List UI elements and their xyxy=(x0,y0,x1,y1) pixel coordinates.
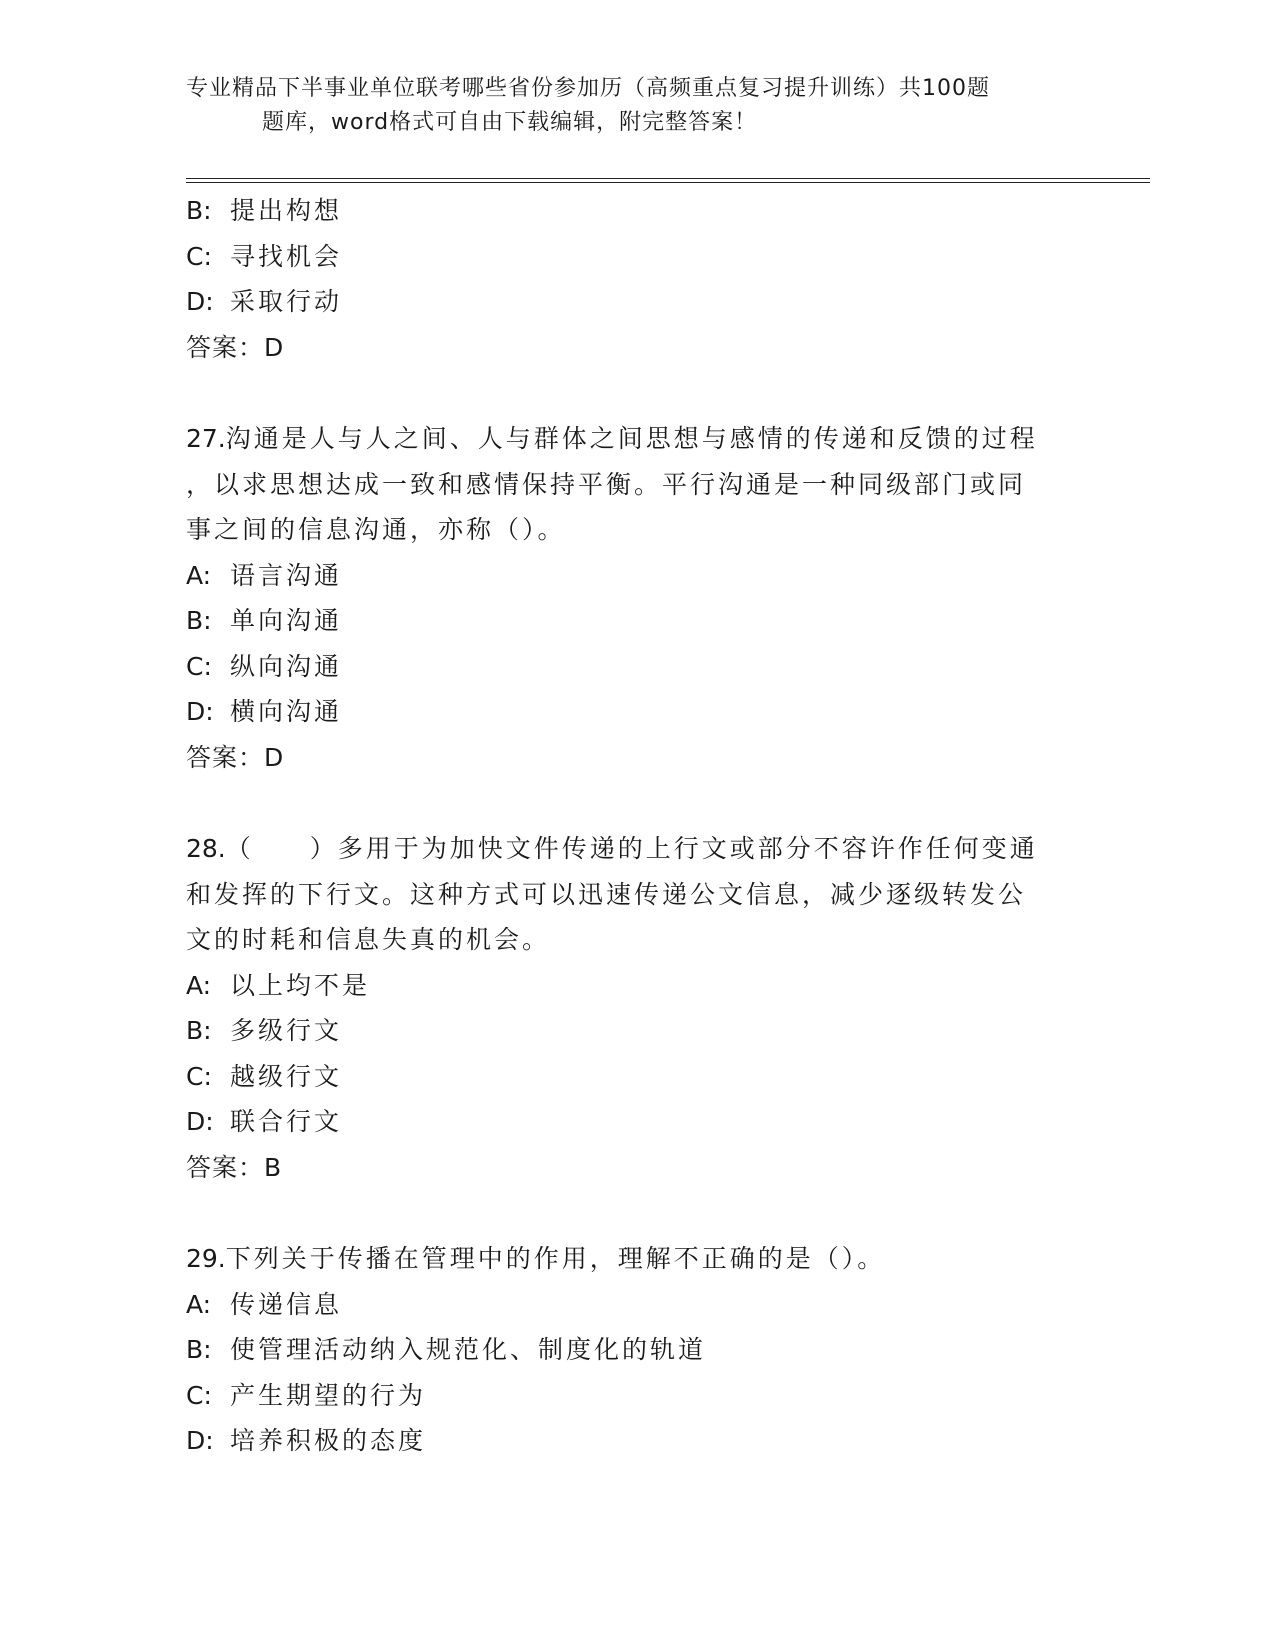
option-c xyxy=(186,234,1066,280)
option-text: 产生期望的行为 xyxy=(230,1380,427,1410)
option-c xyxy=(186,1373,1066,1419)
option-d xyxy=(186,1418,1066,1464)
question-text: 下列关于传播在管理中的作用，理解不正确的是（）。 xyxy=(225,1244,886,1273)
option-b xyxy=(186,1327,1066,1373)
question-29 xyxy=(186,1236,1066,1464)
option-b xyxy=(186,1008,1066,1054)
question-stem-line xyxy=(186,1236,1066,1282)
option-b xyxy=(186,188,1066,234)
option-a xyxy=(186,553,1066,599)
option-key: B: xyxy=(186,1016,212,1045)
option-d xyxy=(186,279,1066,325)
question-stem-line xyxy=(186,416,1066,462)
option-key: C: xyxy=(186,651,212,681)
option-b xyxy=(186,598,1066,644)
option-text: 纵向沟通 xyxy=(230,651,343,681)
option-text: 多级行文 xyxy=(230,1016,343,1045)
question-number: 29. xyxy=(186,1244,226,1273)
header-title-line1: 专业精品下半事业单位联考哪些省份参加历（高频重点复习提升训练）共100题 xyxy=(186,76,990,101)
option-c xyxy=(186,644,1066,690)
answer-label: 答案： xyxy=(186,332,265,362)
question-stem-line: ，以求思想达成一致和感情保持平衡。平行沟通是一种同级部门或同 xyxy=(186,469,1027,499)
option-text: 培养积极的态度 xyxy=(230,1426,427,1455)
header-title-line2: 题库，word格式可自由下载编辑，附完整答案！ xyxy=(262,110,758,135)
option-text: 传递信息 xyxy=(230,1289,343,1319)
option-key: B: xyxy=(186,606,212,635)
option-key: B: xyxy=(186,1335,212,1364)
option-d xyxy=(186,689,1066,735)
answer-value: B xyxy=(264,1152,282,1182)
option-text: 以上均不是 xyxy=(230,970,371,1000)
option-a xyxy=(186,1282,1066,1328)
option-key: A: xyxy=(186,1289,212,1319)
option-text: 提出构想 xyxy=(230,196,343,225)
question-stem-line: 文的时耗和信息失真的机会。 xyxy=(186,925,551,954)
option-d xyxy=(186,1099,1066,1145)
answer-line xyxy=(186,1145,1066,1191)
answer-value: D xyxy=(264,332,284,362)
question-27 xyxy=(186,416,1066,780)
option-text: 寻找机会 xyxy=(230,241,343,271)
spacer xyxy=(186,1190,1066,1236)
option-text: 联合行文 xyxy=(230,1107,343,1136)
option-key: D: xyxy=(186,287,214,316)
option-key: D: xyxy=(186,1107,214,1136)
option-text: 横向沟通 xyxy=(230,697,343,726)
option-key: B: xyxy=(186,196,212,225)
option-text: 语言沟通 xyxy=(230,560,343,590)
option-key: A: xyxy=(186,560,212,590)
option-c xyxy=(186,1054,1066,1100)
question-content xyxy=(186,188,1066,1464)
question-stem-line: 和发挥的下行文。这种方式可以迅速传递公文信息，减少逐级转发公 xyxy=(186,879,1027,909)
option-text: 采取行动 xyxy=(230,287,343,316)
document-header xyxy=(186,72,1066,140)
option-key: A: xyxy=(186,970,212,1000)
option-key: C: xyxy=(186,241,212,271)
question-text: 沟通是人与人之间、人与群体之间思想与感情的传递和反馈的过程 xyxy=(225,424,1038,453)
question-number: 28. xyxy=(186,834,226,863)
question-26-tail xyxy=(186,188,1066,370)
question-28 xyxy=(186,826,1066,1190)
header-divider-bottom xyxy=(186,182,1150,183)
answer-line xyxy=(186,735,1066,781)
answer-line xyxy=(186,325,1066,371)
option-key: D: xyxy=(186,697,214,726)
question-stem-line: 事之间的信息沟通，亦称（）。 xyxy=(186,515,566,544)
spacer xyxy=(186,780,1066,826)
question-text: （ ）多用于为加快文件传递的上行文或部分不容许作任何变通 xyxy=(225,834,1038,863)
spacer xyxy=(186,370,1066,416)
option-text: 越级行文 xyxy=(230,1061,343,1091)
answer-label: 答案： xyxy=(186,742,265,772)
question-number: 27. xyxy=(186,424,226,453)
header-divider-top xyxy=(186,178,1150,179)
question-stem-line xyxy=(186,826,1066,872)
answer-label: 答案： xyxy=(186,1152,265,1182)
option-key: D: xyxy=(186,1426,214,1455)
option-text: 单向沟通 xyxy=(230,606,343,635)
option-a xyxy=(186,963,1066,1009)
option-key: C: xyxy=(186,1061,212,1091)
option-text: 使管理活动纳入规范化、制度化的轨道 xyxy=(230,1335,707,1364)
option-key: C: xyxy=(186,1380,212,1410)
answer-value: D xyxy=(264,742,284,772)
